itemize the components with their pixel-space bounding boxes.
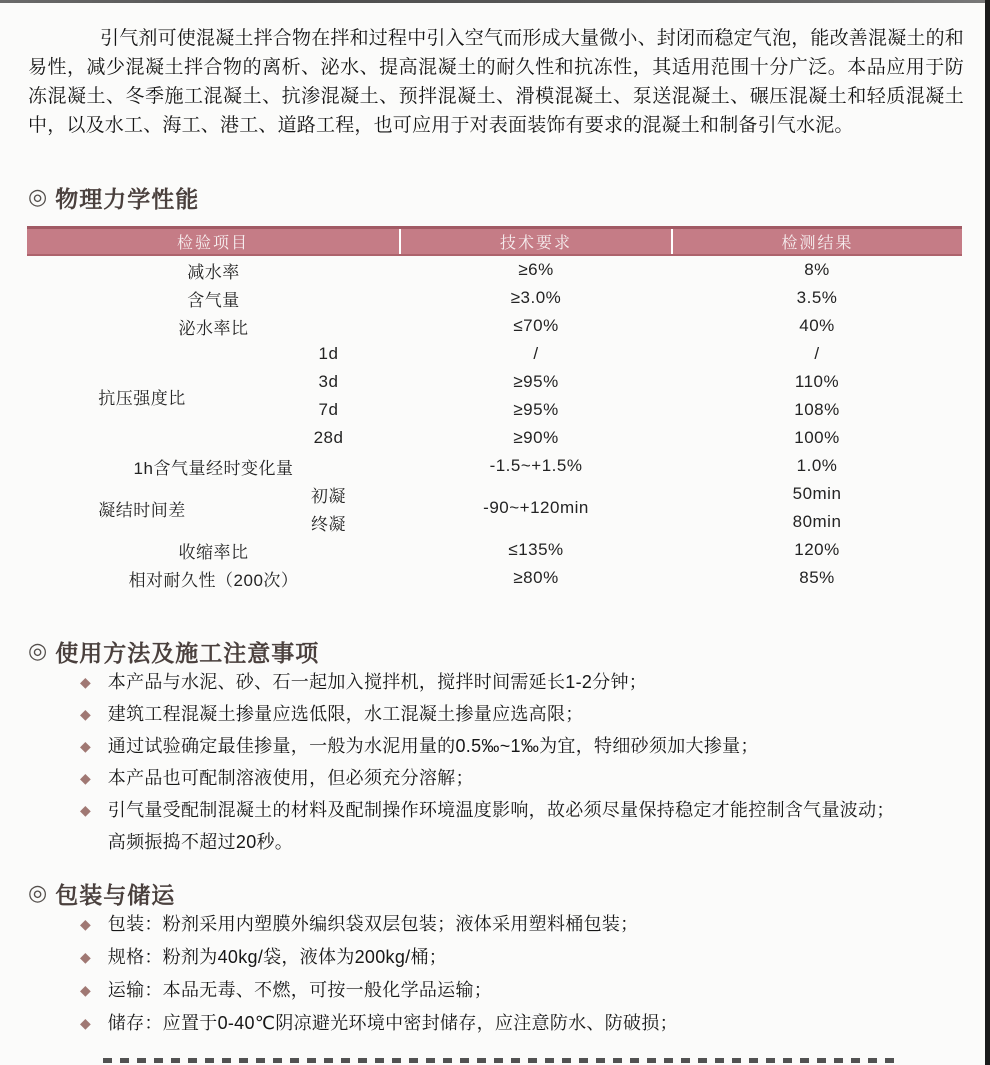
cell-age: 3d	[318, 372, 339, 391]
diamond-bullet-icon: ◆	[80, 949, 91, 965]
top-edge-scan-line	[0, 0, 990, 3]
cell-result: 1.0%	[796, 456, 838, 475]
clipped-text-line	[103, 1058, 898, 1063]
diamond-bullet-icon: ◆	[80, 1015, 91, 1031]
section-heading-text: 物理力学性能	[55, 185, 200, 212]
list-item-text: 运输：本品无毒、不燃，可按一般化学品运输；	[107, 980, 493, 1000]
section-bullseye-icon: ◎	[28, 880, 49, 905]
cell-item-group: 凝结时间差	[98, 500, 186, 520]
table-row	[27, 255, 962, 284]
cell-item: 1h含气量经时变化量	[133, 458, 294, 478]
column-header-test-result: 检测结果	[672, 228, 962, 256]
diamond-bullet-icon: ◆	[80, 674, 91, 690]
cell-requirement: -90~+120min	[483, 498, 589, 517]
cell-requirement: ≤135%	[508, 540, 564, 559]
section-heading-text: 使用方法及施工注意事项	[55, 639, 320, 666]
cell-item: 泌水率比	[178, 318, 249, 338]
physical-properties-table	[27, 226, 962, 592]
cell-requirement: ≤70%	[513, 316, 559, 335]
cell-item: 收缩率比	[178, 542, 249, 562]
table-row	[27, 536, 962, 564]
diamond-bullet-icon: ◆	[80, 802, 91, 818]
cell-age: 7d	[318, 400, 339, 419]
list-item	[28, 908, 962, 941]
list-item	[28, 941, 962, 974]
section-heading-usage-notes	[28, 636, 962, 666]
table-row	[27, 452, 962, 480]
packaging-storage-list	[28, 908, 962, 1040]
diamond-bullet-icon: ◆	[80, 982, 91, 998]
table-row	[27, 564, 962, 592]
list-item-text: 规格：粉剂为40kg/袋，液体为200kg/桶；	[107, 947, 448, 967]
cell-result: /	[814, 344, 820, 363]
cell-age: 28d	[313, 428, 344, 447]
section-bullseye-icon: ◎	[28, 184, 49, 209]
list-item-text: 引气量受配制混凝土的材料及配制操作环境温度影响，故必须尽量保持稳定才能控制含气量波动；	[107, 800, 895, 820]
section-heading-text: 包装与储运	[55, 881, 176, 908]
table-row	[27, 312, 962, 340]
cell-age: 1d	[318, 344, 339, 363]
cell-result: 120%	[794, 540, 840, 559]
usage-notes-list	[28, 666, 962, 858]
section-heading-physical-properties	[28, 182, 962, 212]
cell-result: 8%	[804, 260, 830, 279]
list-item	[28, 762, 962, 794]
diamond-bullet-icon: ◆	[80, 706, 91, 722]
list-item	[28, 698, 962, 730]
cell-requirement: ≥95%	[513, 400, 559, 419]
table-row	[27, 340, 962, 368]
diamond-bullet-icon: ◆	[80, 916, 91, 932]
cell-requirement: /	[533, 344, 539, 363]
list-item-text: 包装：粉剂采用内塑膜外编织袋双层包装；液体采用塑料桶包装；	[107, 914, 639, 934]
section-heading-packaging-storage	[28, 878, 962, 908]
section-bullseye-icon: ◎	[28, 638, 49, 663]
table-row	[27, 480, 962, 508]
table-header-row	[27, 228, 962, 256]
cell-item: 相对耐久性（200次）	[128, 570, 299, 590]
list-item-text: 本产品与水泥、砂、石一起加入搅拌机，搅拌时间需延长1-2分钟；	[107, 672, 648, 692]
cell-result: 80min	[792, 512, 842, 531]
cell-result: 110%	[794, 372, 840, 391]
list-item-text: 本产品也可配制溶液使用，但必须充分溶解；	[107, 768, 474, 788]
diamond-bullet-icon: ◆	[80, 738, 91, 754]
list-item	[28, 666, 962, 698]
cell-result: 50min	[792, 484, 842, 503]
diamond-bullet-icon: ◆	[80, 770, 91, 786]
cell-requirement: ≥90%	[513, 428, 559, 447]
list-item-text: 建筑工程混凝土掺量应选低限，水工混凝土掺量应选高限；	[107, 704, 584, 724]
column-header-inspection-item: 检验项目	[27, 228, 400, 256]
cell-requirement: ≥95%	[513, 372, 559, 391]
cell-result: 85%	[799, 568, 835, 587]
list-item	[28, 1007, 962, 1040]
cell-stage: 初凝	[311, 486, 346, 506]
cell-requirement: -1.5~+1.5%	[489, 456, 583, 475]
cell-result: 40%	[799, 316, 835, 335]
cell-item: 减水率	[187, 262, 240, 282]
list-item-text: 通过试验确定最佳掺量，一般为水泥用量的0.5‰~1‰为宜，特细砂须加大掺量；	[107, 736, 759, 756]
list-item-text-continued: 高频振捣不超过20秒。	[107, 832, 294, 852]
cell-item-group: 抗压强度比	[98, 388, 186, 408]
list-item-text: 储存：应置于0-40℃阴凉避光环境中密封储存，应注意防水、防破损；	[107, 1013, 678, 1033]
cell-result: 3.5%	[796, 288, 838, 307]
cell-item: 含气量	[187, 290, 240, 310]
intro-paragraph: 引气剂可使混凝土拌合物在拌和过程中引入空气而形成大量微小、封闭而稳定气泡，能改善混凝土的和易性，减少混凝土拌合物的离析、泌水、提高混凝土的耐久性和抗冻性，其适用范围十分广泛。本品应用于防冻混凝土、冬季施工混凝土、抗渗混凝土、预拌混凝土、滑模混凝土、泵送混凝土、碾压混凝土和轻质混凝土中，以及水工、海工、港工、道路工程，也可应用于对表面装饰有要求的混凝土和制备引气水泥。	[28, 28, 965, 136]
cell-stage: 终凝	[311, 514, 346, 534]
column-header-technical-requirement: 技术要求	[400, 228, 672, 256]
list-item	[28, 730, 962, 762]
cell-result: 108%	[794, 400, 840, 419]
table-row	[27, 284, 962, 312]
right-edge-scan-bar	[985, 0, 990, 1065]
cell-requirement: ≥3.0%	[510, 288, 562, 307]
cell-result: 100%	[794, 428, 840, 447]
list-item	[28, 974, 962, 1007]
cell-requirement: ≥80%	[513, 568, 559, 587]
list-item	[28, 794, 962, 858]
cell-requirement: ≥6%	[518, 260, 554, 279]
